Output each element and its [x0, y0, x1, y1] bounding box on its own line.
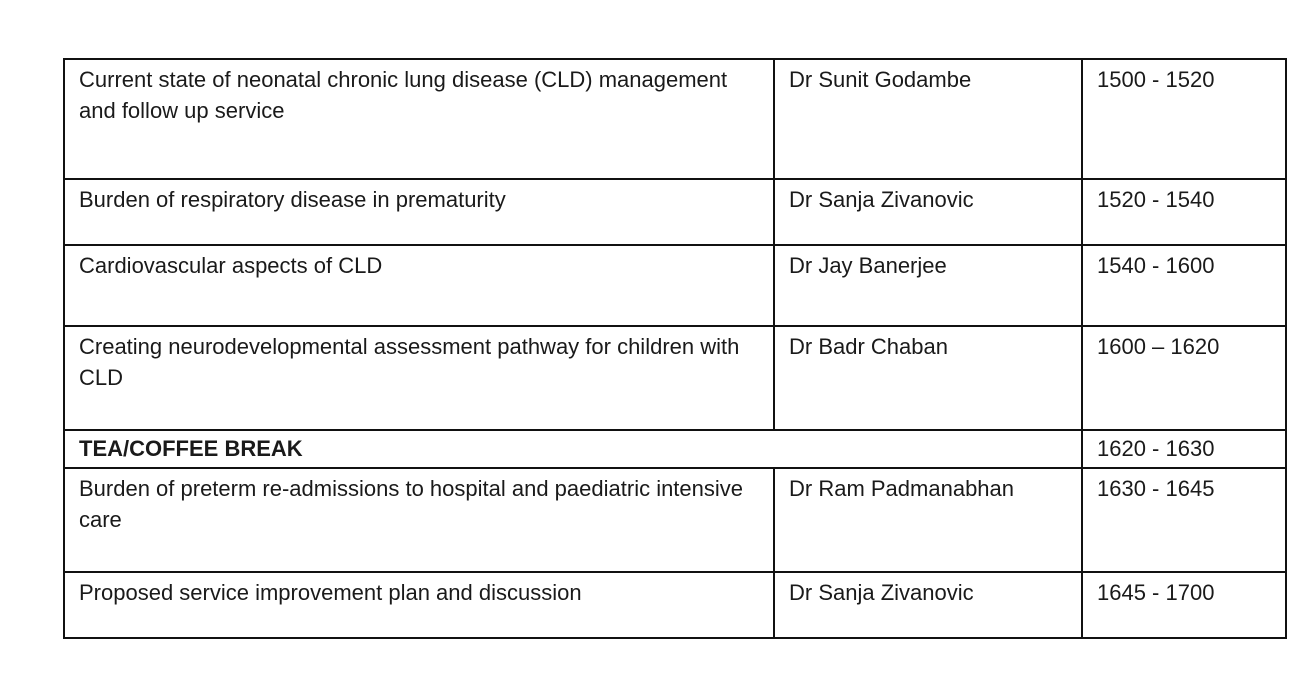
table-row	[64, 179, 1286, 245]
time-cell: 1540 - 1600	[1082, 245, 1286, 326]
table-row	[64, 326, 1286, 430]
talk-title-cell: Cardiovascular aspects of CLD	[64, 245, 774, 326]
speaker-cell: Dr Ram Padmanabhan	[774, 468, 1082, 572]
break-row	[64, 430, 1286, 468]
talk-title-cell: Proposed service improvement plan and discussion	[64, 572, 774, 638]
table-row	[64, 59, 1286, 179]
time-cell: 1620 - 1630	[1082, 430, 1286, 468]
time-cell: 1500 - 1520	[1082, 59, 1286, 179]
talk-title-cell: Creating neurodevelopmental assessment pathway for children with CLD	[64, 326, 774, 430]
time-cell: 1520 - 1540	[1082, 179, 1286, 245]
break-label-cell: TEA/COFFEE BREAK	[64, 430, 1082, 468]
time-cell: 1645 - 1700	[1082, 572, 1286, 638]
speaker-cell: Dr Sunit Godambe	[774, 59, 1082, 179]
speaker-cell: Dr Sanja Zivanovic	[774, 572, 1082, 638]
speaker-cell: Dr Jay Banerjee	[774, 245, 1082, 326]
talk-title-cell: Burden of respiratory disease in prematurity	[64, 179, 774, 245]
speaker-cell: Dr Sanja Zivanovic	[774, 179, 1082, 245]
schedule-table	[63, 58, 1287, 639]
time-cell: 1630 - 1645	[1082, 468, 1286, 572]
talk-title-cell: Current state of neonatal chronic lung disease (CLD) management and follow up service	[64, 59, 774, 179]
speaker-cell: Dr Badr Chaban	[774, 326, 1082, 430]
table-row	[64, 572, 1286, 638]
talk-title-cell: Burden of preterm re-admissions to hospital and paediatric intensive care	[64, 468, 774, 572]
table-row	[64, 245, 1286, 326]
time-cell: 1600 – 1620	[1082, 326, 1286, 430]
table-row	[64, 468, 1286, 572]
